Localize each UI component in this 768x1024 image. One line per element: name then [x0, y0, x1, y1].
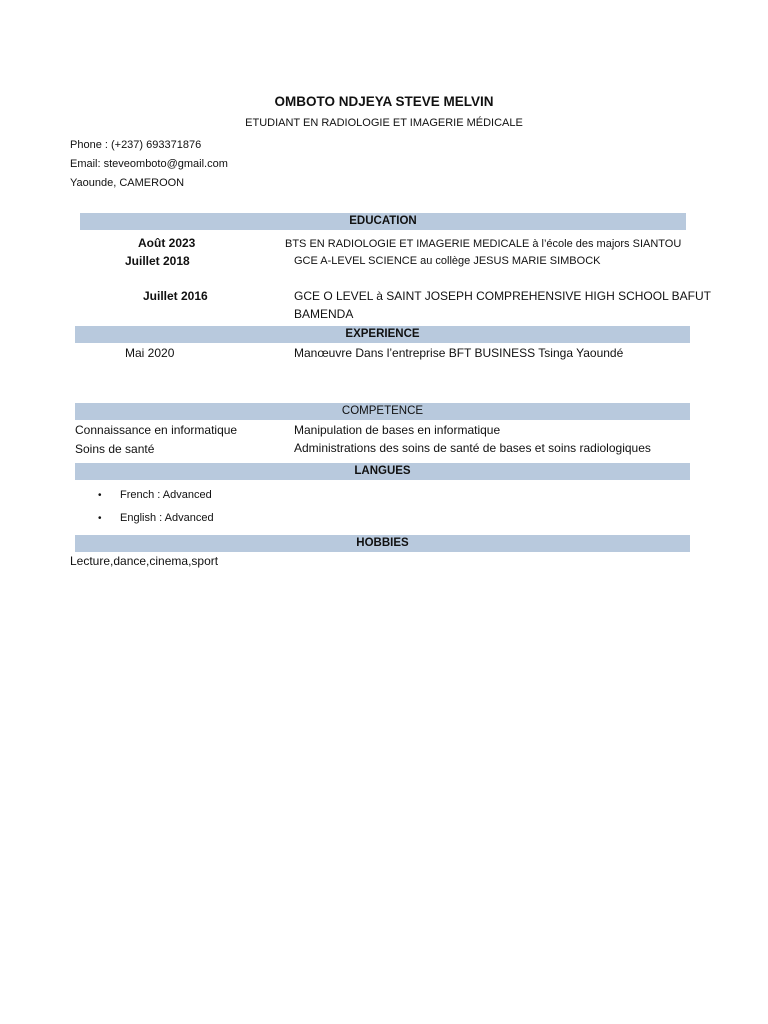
experience-date-1: Mai 2020 — [125, 346, 175, 360]
competence-section-header: COMPETENCE — [75, 403, 690, 420]
education-date-1: Août 2023 — [138, 236, 196, 250]
competence-text-2: Administrations des soins de santé de bases et soins radiologiques — [294, 441, 651, 455]
language-item-2: English : Advanced — [120, 512, 214, 524]
education-section-header: EDUCATION — [80, 213, 686, 230]
cv-name: OMBOTO NDJEYA STEVE MELVIN — [274, 94, 494, 109]
education-text-3-line-2: BAMENDA — [294, 307, 354, 321]
education-date-3: Juillet 2016 — [143, 289, 208, 303]
hobbies-section-header: HOBBIES — [75, 535, 690, 552]
education-text-1: BTS EN RADIOLOGIE ET IMAGERIE MEDICALE à l’école des majors SIANTOU — [285, 238, 682, 250]
langues-section-header: LANGUES — [75, 463, 690, 480]
education-text-2: GCE A-LEVEL SCIENCE au collège JESUS MARIE SIMBOCK — [294, 255, 601, 267]
hobbies-text: Lecture,dance,cinema,sport — [70, 554, 219, 568]
experience-text-1: Manœuvre Dans l’entreprise BFT BUSINESS Tsinga Yaoundé — [294, 346, 624, 360]
language-item-1: French : Advanced — [120, 489, 212, 501]
cv-subtitle: ETUDIANT EN RADIOLOGIE ET IMAGERIE MÉDICALE — [245, 117, 523, 129]
competence-text-1: Manipulation de bases en informatique — [294, 423, 501, 437]
location-line: Yaounde, CAMEROON — [70, 177, 185, 189]
experience-section-header: EXPERIENCE — [75, 326, 690, 343]
phone-line: Phone : (+237) 693371876 — [70, 139, 202, 151]
education-text-3: GCE O LEVEL à SAINT JOSEPH COMPREHENSIVE HIGH SCHOOL BAFUT — [294, 289, 711, 303]
competence-label-2: Soins de santé — [75, 442, 155, 456]
bullet-icon: • — [98, 490, 102, 501]
education-date-2: Juillet 2018 — [125, 254, 190, 268]
email-line: Email: steveomboto@gmail.com — [70, 158, 228, 170]
bullet-icon: • — [98, 513, 102, 524]
competence-label-1: Connaissance en informatique — [75, 423, 238, 437]
